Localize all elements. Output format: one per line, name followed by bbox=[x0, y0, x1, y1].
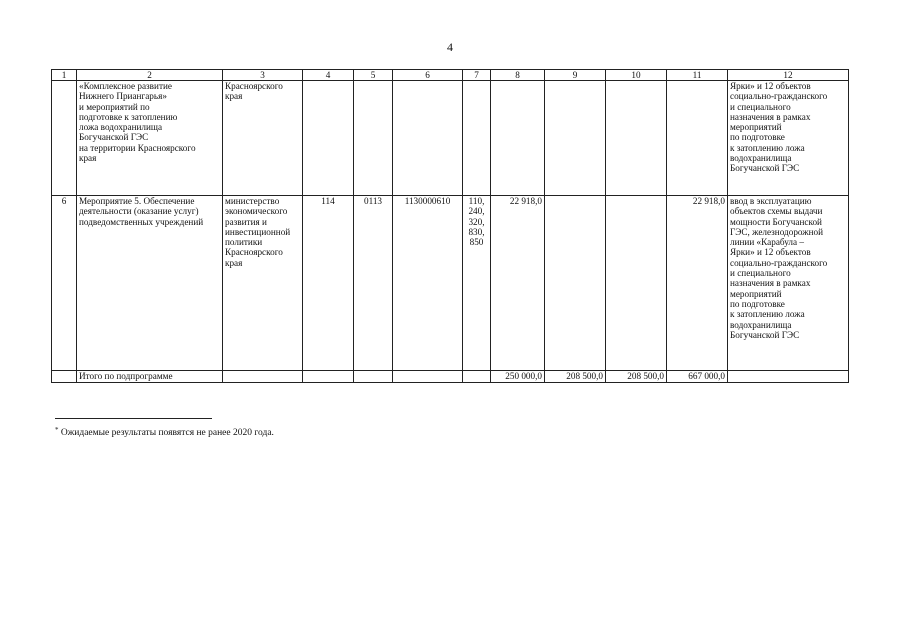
cell bbox=[491, 81, 545, 196]
cell bbox=[223, 371, 303, 383]
cell-amount bbox=[606, 196, 667, 371]
cell bbox=[463, 81, 491, 196]
cell-gryps: 114 bbox=[303, 196, 354, 371]
table-row-6 bbox=[52, 196, 849, 371]
cell bbox=[393, 81, 463, 196]
cell-csr: 1130000610 bbox=[393, 196, 463, 371]
cell bbox=[667, 81, 728, 196]
cell-activity-name: Мероприятие 5. Обеспечение деятельности (оказание услуг) подведомственных учреждений bbox=[77, 196, 223, 371]
total-amount: 208 500,0 bbox=[545, 371, 606, 383]
cell bbox=[354, 371, 393, 383]
cell bbox=[606, 81, 667, 196]
table-row-continuation bbox=[52, 81, 849, 196]
header-cell: 5 bbox=[354, 70, 393, 81]
header-cell: 2 bbox=[77, 70, 223, 81]
cell bbox=[393, 371, 463, 383]
cell bbox=[303, 81, 354, 196]
cell bbox=[354, 81, 393, 196]
header-cell: 10 bbox=[606, 70, 667, 81]
cell-rzpr: 0113 bbox=[354, 196, 393, 371]
cell bbox=[463, 371, 491, 383]
header-cell: 6 bbox=[393, 70, 463, 81]
cell bbox=[52, 81, 77, 196]
footnote-text: Ожидаемые результаты появятся не ранее 2020 года. bbox=[58, 428, 274, 438]
header-cell: 3 bbox=[223, 70, 303, 81]
cell-program-name: «Комплексное развитие Нижнего Приангарья» и мероприятий по подготовке к затоплению ложа водохранилища Богучанской ГЭС на территории Красноярского края bbox=[77, 81, 223, 196]
cell-expected-result: ввод в эксплуатацию объектов схемы выдачи мощности Богучанской ГЭС, железнодорожной линии «Карабула – Ярки» и 12 объектов социально-гражданского и специального назначения в рамках мероприятий по подготовке к затоплению ложа водохранилища Богучанской ГЭС bbox=[728, 196, 849, 371]
cell-amount: 22 918,0 bbox=[491, 196, 545, 371]
total-amount: 208 500,0 bbox=[606, 371, 667, 383]
cell-amount bbox=[545, 196, 606, 371]
table-row-total bbox=[52, 371, 849, 383]
cell-amount-total: 22 918,0 bbox=[667, 196, 728, 371]
header-cell: 9 bbox=[545, 70, 606, 81]
total-label: Итого по подпрограмме bbox=[77, 371, 223, 383]
total-amount: 667 000,0 bbox=[667, 371, 728, 383]
cell-number: 6 bbox=[52, 196, 77, 371]
page-number: 4 bbox=[447, 40, 453, 54]
cell-executor: Красноярского края bbox=[223, 81, 303, 196]
cell bbox=[728, 371, 849, 383]
header-cell: 12 bbox=[728, 70, 849, 81]
cell-executor: министерство экономического развития и инвестиционной политики Красноярского края bbox=[223, 196, 303, 371]
header-row bbox=[52, 70, 849, 81]
footnote bbox=[55, 426, 274, 438]
header-cell: 7 bbox=[463, 70, 491, 81]
cell bbox=[545, 81, 606, 196]
cell-expected-result: Ярки» и 12 объектов социально-гражданского и специального назначения в рамках мероприятий по подготовке к затоплению ложа водохранилища Богучанской ГЭС bbox=[728, 81, 849, 196]
cell bbox=[52, 371, 77, 383]
footnote-marker: * bbox=[55, 426, 59, 434]
header-cell: 4 bbox=[303, 70, 354, 81]
total-amount: 250 000,0 bbox=[491, 371, 545, 383]
header-cell: 11 bbox=[667, 70, 728, 81]
subprogram-table bbox=[51, 69, 849, 383]
cell-vr: 110, 240, 320, 830, 850 bbox=[463, 196, 491, 371]
header-cell: 8 bbox=[491, 70, 545, 81]
cell bbox=[303, 371, 354, 383]
header-cell: 1 bbox=[52, 70, 77, 81]
footnote-divider bbox=[55, 418, 212, 419]
